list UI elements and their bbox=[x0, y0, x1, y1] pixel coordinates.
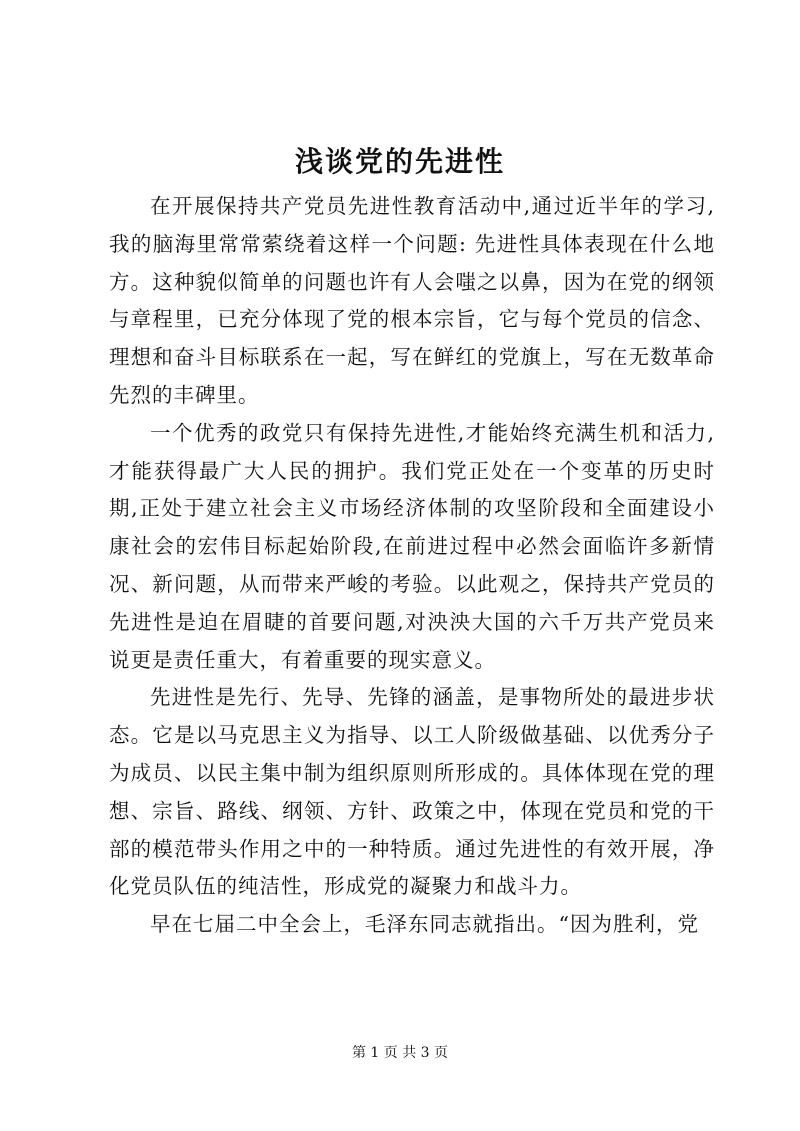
document-body bbox=[109, 188, 715, 944]
document-title: 浅谈党的先进性 bbox=[294, 145, 505, 178]
paragraph-3: 先进性是先行、先导、先锋的涵盖，是事物所处的最进步状态。它是以马克思主义为指导、以工人阶级做基础、以优秀分子为成员、以民主集中制为组织原则所形成的。具体体现在党的理想、宗旨、路线、纲领、方针、政策之中，体现在党员和党的干部的模范带头作用之中的一种特质。通过先进性的有效开展，净化党员队伍的纯洁性，形成党的凝聚力和战斗力。 bbox=[109, 685, 715, 899]
page-number-footer: 第 1 页 共 3 页 bbox=[351, 1045, 449, 1061]
paragraph-2: 一个优秀的政党只有保持先进性,才能始终充满生机和活力,才能获得最广大人民的拥护。我们党正处在一个变革的历史时期,正处于建立社会主义市场经济体制的攻坚阶段和全面建设小康社会的宏伟目标起始阶段,在前进过程中必然会面临许多新情况、新问题，从而带来严峻的考验。以此观之，保持共产党员的先进性是迫在眉睫的首要问题,对泱泱大国的六千万共产党员来说更是责任重大，有着重要的现实意义。 bbox=[109, 420, 715, 672]
paragraph-4: 早在七届二中全会上，毛泽东同志就指出。“因为胜利，党 bbox=[150, 912, 699, 937]
paragraph-1: 在开展保持共产党员先进性教育活动中,通过近半年的学习,我的脑海里常常萦绕着这样一个问题: 先进性具体表现在什么地方。这种貌似简单的问题也许有人会嗤之以鼻，因为在党的纲领与章程里，已充分体现了党的根本宗旨，它与每个党员的信念、理想和奋斗目标联系在一起，写在鲜红的党旗上，写在无数革命先烈的丰碑里。 bbox=[109, 194, 715, 407]
